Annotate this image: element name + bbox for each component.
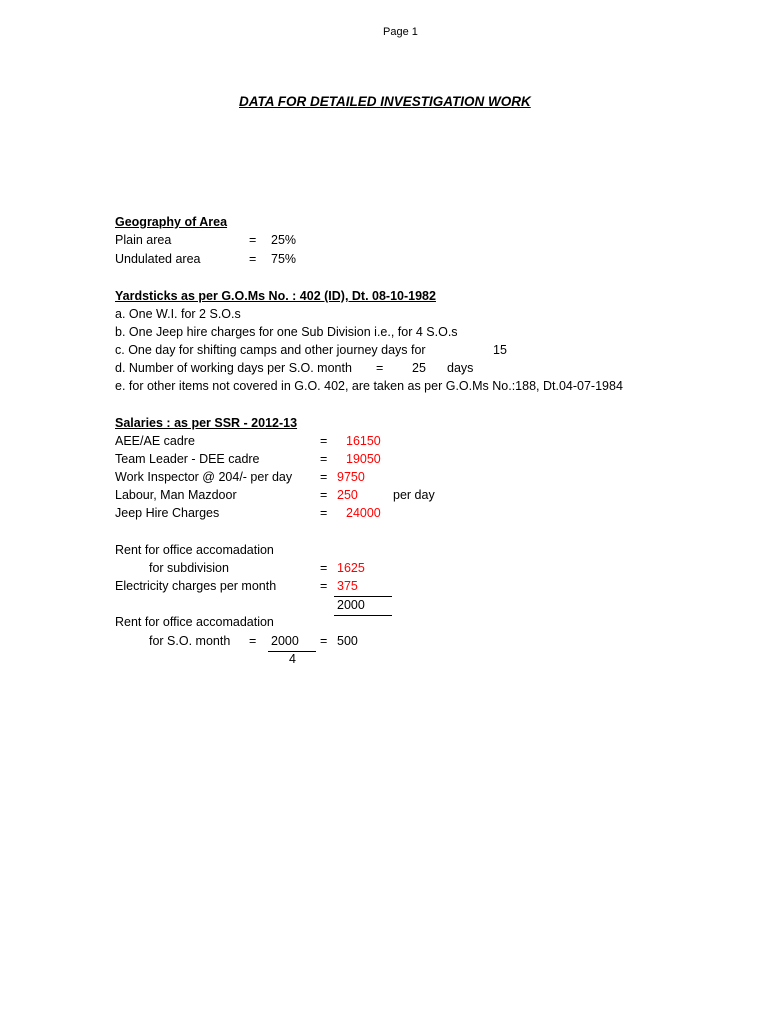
rent-total: 2000 — [337, 598, 365, 612]
plain-area-equals: = — [249, 233, 257, 247]
rent-so-label: Rent for office accomadation — [115, 615, 274, 629]
salary-row-label: Labour, Man Mazdoor — [115, 488, 237, 502]
yardstick-d-value: 25 — [412, 361, 426, 375]
yardstick-e: e. for other items not covered in G.O. 402, are taken as per G.O.Ms No.:188, Dt.04-07-1984 — [115, 379, 623, 393]
salary-row-label: Work Inspector @ 204/- per day — [115, 470, 293, 484]
yardsticks-heading: Yardsticks as per G.O.Ms No. : 402 (ID), Dt. 08-10-1982 — [115, 289, 436, 303]
rent-subdivision-equals: = — [320, 561, 328, 575]
rent-subdivision-label-2: for subdivision — [149, 561, 229, 575]
yardstick-b: b. One Jeep hire charges for one Sub Division i.e., for 4 S.O.s — [115, 325, 458, 339]
salary-row-value: 250 — [337, 488, 358, 502]
salary-row-equals: = — [320, 488, 328, 502]
salary-row-label: AEE/AE cadre — [115, 434, 195, 448]
salary-row-equals: = — [320, 470, 328, 484]
page-title: DATA FOR DETAILED INVESTIGATION WORK — [239, 94, 531, 109]
salary-row-label: Team Leader - DEE cadre — [115, 452, 260, 466]
electricity-equals: = — [320, 579, 328, 593]
plain-area-value: 25% — [271, 233, 297, 247]
salary-row-value: 16150 — [346, 434, 381, 448]
sum-rule-bottom — [334, 615, 392, 616]
salaries-heading: Salaries : as per SSR - 2012-13 — [115, 416, 298, 430]
salary-row-equals: = — [320, 434, 328, 448]
rent-so-denominator: 4 — [289, 652, 296, 666]
yardstick-d-equals: = — [376, 361, 384, 375]
salary-row-suffix: per day — [393, 488, 435, 502]
salary-row-value: 9750 — [337, 470, 365, 484]
sum-rule-top — [334, 596, 392, 597]
salary-row-label: Jeep Hire Charges — [115, 506, 220, 520]
rent-so-equals: = — [249, 634, 257, 648]
yardstick-d: d. Number of working days per S.O. month — [115, 361, 352, 375]
undulated-area-equals: = — [249, 252, 257, 266]
undulated-area-value: 75% — [271, 252, 297, 266]
yardstick-a: a. One W.I. for 2 S.O.s — [115, 307, 241, 321]
page-number: Page 1 — [383, 26, 418, 38]
salary-row-equals: = — [320, 452, 328, 466]
rent-so-label-2: for S.O. month — [149, 634, 231, 648]
rent-subdivision-label: Rent for office accomadation — [115, 543, 274, 557]
rent-subdivision-value: 1625 — [337, 561, 365, 575]
salary-row-value: 19050 — [346, 452, 381, 466]
rent-so-numerator: 2000 — [271, 634, 299, 648]
rent-so-result-equals: = — [320, 634, 328, 648]
yardstick-d-unit: days — [447, 361, 474, 375]
undulated-area-label: Undulated area — [115, 252, 201, 266]
salary-row-value: 24000 — [346, 506, 381, 520]
yardstick-c-value: 15 — [493, 343, 507, 357]
yardstick-c: c. One day for shifting camps and other journey days for — [115, 343, 426, 357]
rent-so-result: 500 — [337, 634, 358, 648]
plain-area-label: Plain area — [115, 233, 172, 247]
geography-heading: Geography of Area — [115, 215, 228, 229]
electricity-value: 375 — [337, 579, 358, 593]
salary-row-equals: = — [320, 506, 328, 520]
electricity-label: Electricity charges per month — [115, 579, 277, 593]
